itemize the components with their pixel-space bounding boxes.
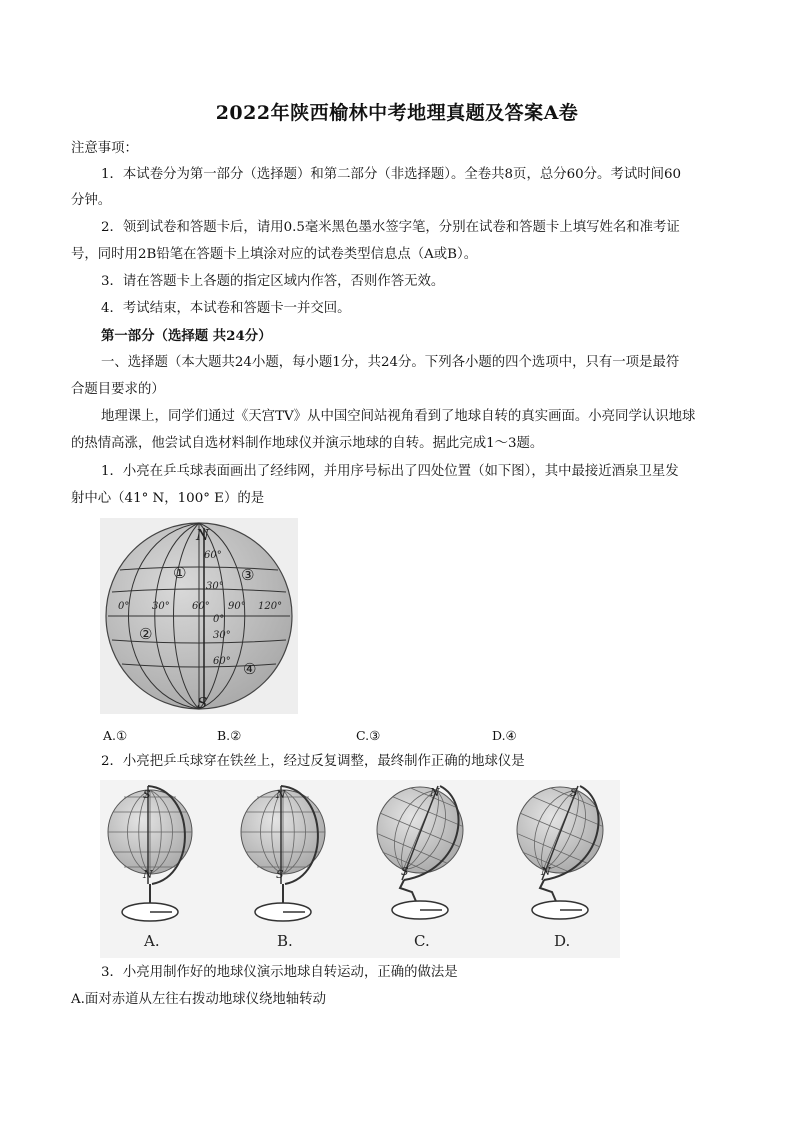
lat-label: 30°: [206, 581, 224, 592]
marker-1: ①: [173, 564, 187, 582]
q3-text: 3．小亮用制作好的地球仪演示地球自转运动，正确的做法是: [101, 965, 458, 980]
q2-globes-figure: [100, 780, 620, 958]
part1-instruction-line-1: 一、选择题（本大题共24小题，每小题1分，共24分。下列各小题的四个选项中，只有一项是最符: [101, 355, 680, 370]
context-line-2: 的热情高涨，他尝试自选材料制作地球仪并演示地球的自转。据此完成1～3题。: [71, 436, 544, 451]
q1-line-2: 射中心（41° N，100° E）的是: [71, 491, 265, 506]
lon-label: 0°: [118, 601, 130, 612]
lat-label: 60°: [204, 550, 222, 561]
context-line-1: 地理课上，同学们通过《天宫TV》从中国空间站视角看到了地球自转的真实画面。小亮同学认识地球: [101, 409, 696, 424]
lat-label: 30°: [213, 630, 231, 641]
globe-b-letter: B.: [277, 932, 293, 950]
globe-d-bottom-pole: N: [541, 865, 551, 878]
notice-item-4: 4．考试结束，本试卷和答题卡一并交回。: [101, 301, 351, 316]
part1-instruction-line-2: 合题目要求的）: [71, 382, 165, 397]
q3-option-a: A.面对赤道从左往右拨动地球仪绕地轴转动: [71, 992, 326, 1007]
q1-option-b: B.②: [217, 728, 242, 743]
globe-a-top-pole: S: [143, 788, 151, 801]
q1-line-1: 1．小亮在乒乓球表面画出了经纬网，并用序号标出了四处位置（如下图），其中最接近酒泉卫星发: [101, 464, 679, 479]
marker-3: ③: [241, 566, 255, 584]
globe-d-top-pole: S: [570, 786, 578, 799]
notice-heading: 注意事项：: [71, 141, 138, 156]
globe-a-bottom-pole: N: [143, 868, 153, 881]
q1-option-d: D.④: [492, 728, 517, 743]
notice-item-3: 3．请在答题卡上各题的指定区域内作答，否则作答无效。: [101, 274, 445, 289]
globe-b-bottom-pole: S: [276, 868, 284, 881]
globe-c-top-pole: N: [430, 786, 440, 799]
part1-heading: 第一部分（选择题 共24分）: [101, 328, 272, 344]
lon-label: 30°: [152, 601, 170, 612]
notice-item-1-line-2: 分钟。: [71, 193, 112, 208]
q2-text: 2．小亮把乒乓球穿在铁丝上，经过反复调整，最终制作正确的地球仪是: [101, 754, 525, 769]
lon-label: 120°: [258, 601, 283, 612]
lat-label: 60°: [213, 656, 231, 667]
notice-item-2-line-2: 号，同时用2B铅笔在答题卡上填涂对应的试卷类型信息点（A或B）。: [71, 247, 478, 262]
notice-item-1-line-1: 1．本试卷分为第一部分（选择题）和第二部分（非选择题）。全卷共8页，总分60分。考试时间60: [101, 167, 682, 182]
marker-4: ④: [243, 660, 257, 678]
q1-option-c: C.③: [356, 728, 381, 743]
notice-item-2-line-1: 2．领到试卷和答题卡后，请用0.5毫米黑色墨水签字笔，分别在试卷和答题卡上填写姓名和准考证: [101, 220, 680, 235]
lon-label: 90°: [228, 601, 246, 612]
globe-b-top-pole: N: [276, 788, 286, 801]
q1-option-a: A.①: [103, 728, 128, 743]
globe-c-letter: C.: [414, 932, 430, 950]
globe-c-bottom-pole: S: [401, 865, 409, 878]
pole-north-label: N: [196, 526, 210, 544]
lon-label: 60°: [192, 601, 210, 612]
globe-d-letter: D.: [554, 932, 571, 950]
page-title: 2022年陕西榆林中考地理真题及答案A卷: [215, 102, 579, 124]
marker-2: ②: [139, 625, 153, 643]
globe-a-letter: A.: [144, 932, 160, 950]
q1-globe-figure: [100, 518, 298, 714]
pole-south-label: S: [197, 694, 208, 712]
lat-label: 0°: [213, 614, 225, 625]
